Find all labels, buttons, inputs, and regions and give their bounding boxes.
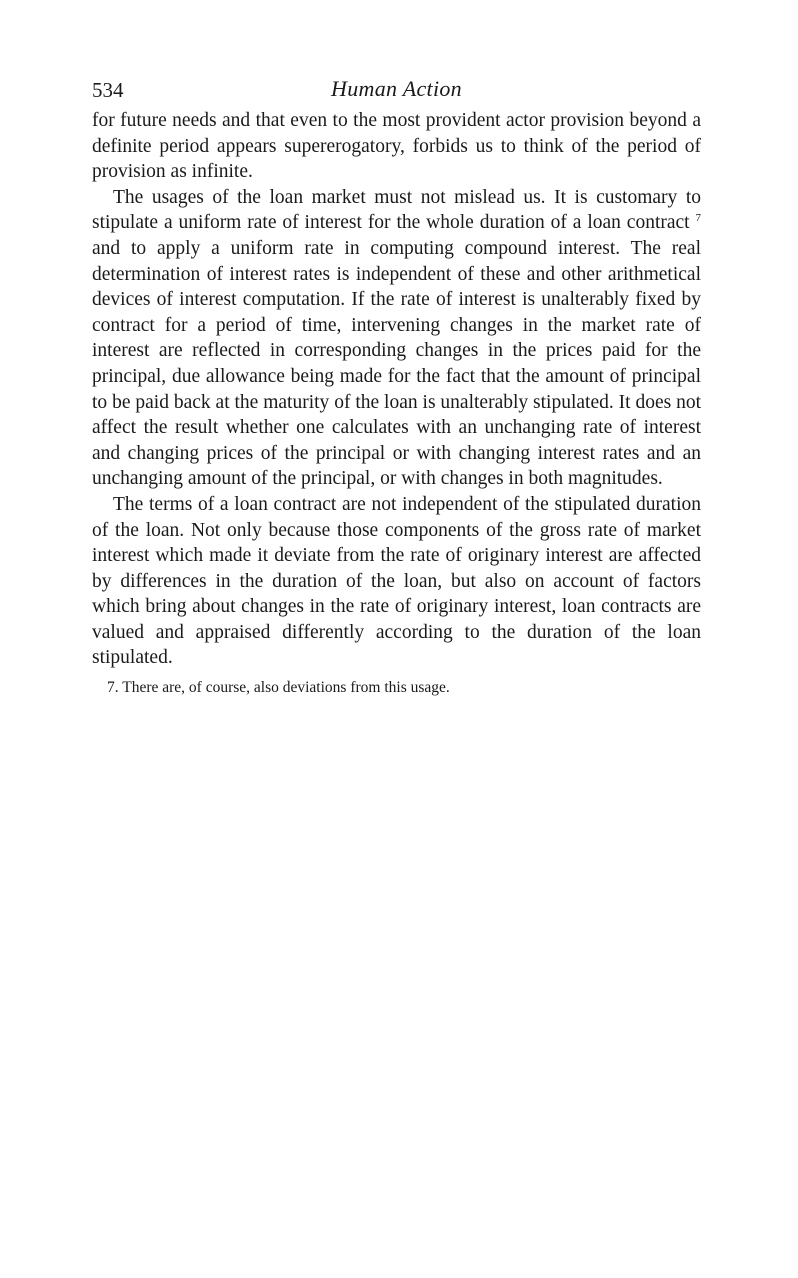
- paragraph-2: [92, 185, 701, 492]
- footnote: 7. There are, of course, also deviations from this usage.: [107, 679, 450, 697]
- running-head: [92, 72, 701, 108]
- paragraph-2-text-end: and to apply a uniform rate in computing compound interest. The real determination of interest rates is independent of these and other arithmetical devices of interest computation. If the rate of interest is unalterably fixed by contract for a period of time, intervening changes in the market rate of interest are reflected in corresponding changes in the prices paid for the principal, due allowance being made for the fact that the amount of principal to be paid back at the maturity of the loan is unalterably stipulated. It does not affect the result whether one calculates with an unchanging rate of interest and changing prices of the principal or with changing interest rates and an unchanging amount of the principal, or with changes in both magnitudes.: [92, 237, 701, 490]
- running-title: Human Action: [331, 76, 462, 101]
- paragraph-1: for future needs and that even to the most provident actor provision beyond a definite period appears supererogatory, forbids us to think of the period of provision as infinite.: [92, 110, 701, 183]
- paragraph-2-text-start: The usages of the loan market must not mislead us. It is customary to stipulate a uniform rate of interest for the whole duration of a loan contract: [92, 186, 701, 234]
- book-page: [92, 72, 701, 699]
- footnote-reference[interactable]: 7: [695, 212, 702, 225]
- page-number: 534: [92, 78, 124, 102]
- paragraph-3: The terms of a loan contract are not independent of the stipulated duration of the loan. Not only because those components of the gross rate of market interest which made it deviate from the rate of originary interest are affected by differences in the duration of the loan, but also on account of factors which bring about changes in the rate of originary interest, loan contracts are valued and appraised differently according to the duration of the loan stipulated.: [92, 493, 701, 669]
- body-text: [92, 108, 701, 671]
